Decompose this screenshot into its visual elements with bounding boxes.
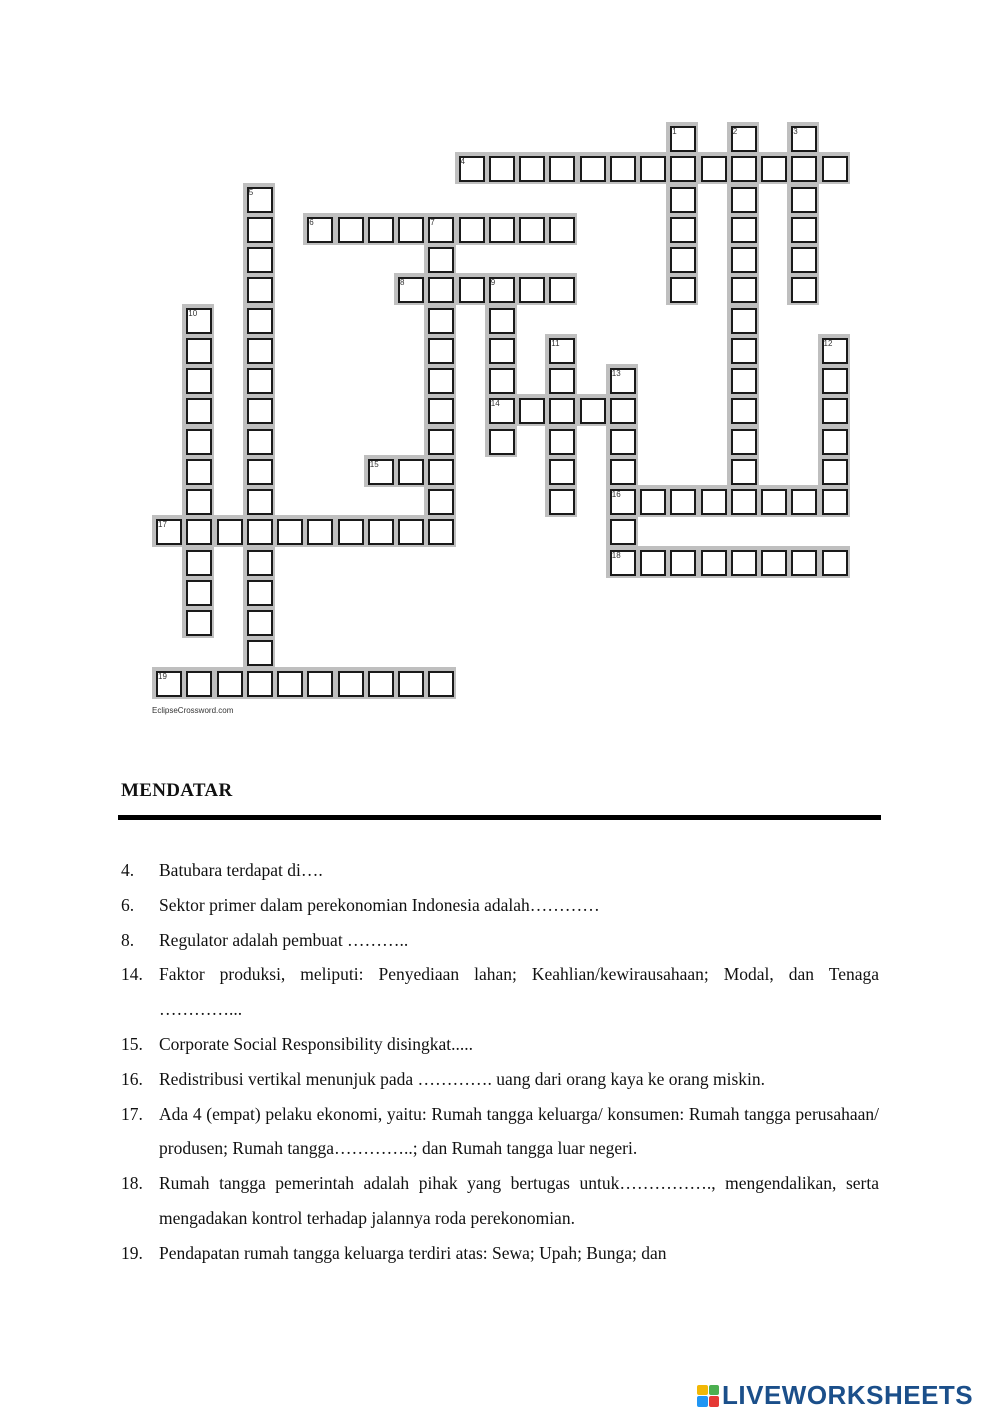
crossword-cell[interactable] [398, 519, 424, 545]
crossword-cell[interactable] [307, 671, 333, 697]
crossword-cell[interactable] [186, 550, 212, 576]
crossword-cell[interactable] [398, 217, 424, 243]
crossword-cell[interactable] [761, 489, 787, 515]
crossword-cell[interactable] [338, 519, 364, 545]
clue-number-label: 13 [611, 369, 621, 378]
crossword-cell[interactable] [186, 610, 212, 636]
crossword-cell[interactable] [186, 368, 212, 394]
crossword-cell[interactable] [549, 156, 575, 182]
clue-text: Sektor primer dalam perekonomian Indonesia adalah………… [159, 894, 600, 915]
clue-text: Redistribusi vertikal menunjuk pada …………. uang dari orang kaya ke orang miskin. [159, 1068, 766, 1089]
clue-number-label: 8 [400, 278, 405, 288]
crossword-cell[interactable] [217, 671, 243, 697]
crossword-cell[interactable] [247, 610, 273, 636]
crossword-cell[interactable] [428, 489, 454, 515]
clue-item [121, 1236, 879, 1271]
clue-item [121, 1097, 879, 1167]
crossword-cell[interactable] [247, 308, 273, 334]
clue-list [121, 853, 879, 1271]
crossword-cell[interactable] [247, 489, 273, 515]
crossword-cell[interactable] [549, 217, 575, 243]
heading-rule [118, 815, 881, 820]
crossword-cell[interactable] [610, 429, 636, 455]
clue-number-label: 10 [188, 308, 198, 318]
crossword-cell[interactable] [731, 429, 757, 455]
crossword-cell[interactable] [822, 398, 848, 424]
crossword-cell[interactable] [822, 429, 848, 455]
crossword-cell[interactable] [731, 277, 757, 303]
crossword-cell[interactable] [519, 156, 545, 182]
crossword-cell[interactable] [670, 156, 696, 182]
crossword-cell[interactable] [247, 277, 273, 303]
crossword-credit: EclipseCrossword.com [152, 706, 234, 715]
crossword-cell[interactable] [186, 519, 212, 545]
crossword-cell[interactable] [822, 368, 848, 394]
clue-number-label: 6 [309, 217, 314, 227]
clue-text: Ada 4 (empat) pelaku ekonomi, yaitu: Rumah tangga keluarga/ konsumen: Rumah tangga perusahaan/ produsen; Rumah tangga…………..; dan Rumah tangga luar negeri. [159, 1103, 879, 1159]
crossword-cell[interactable] [549, 398, 575, 424]
crossword-cell[interactable] [610, 398, 636, 424]
crossword-cell[interactable] [459, 277, 485, 303]
crossword-cell[interactable] [489, 156, 515, 182]
clue-text: Rumah tangga pemerintah adalah pihak yang bertugas untuk……………., mengendalikan, serta mengadakan kontrol terhadap jalannya roda perekonomian. [159, 1173, 879, 1228]
crossword-cell[interactable] [580, 398, 606, 424]
crossword-cell[interactable] [670, 187, 696, 213]
crossword-cell[interactable] [731, 489, 757, 515]
crossword-cell[interactable] [186, 429, 212, 455]
crossword-cell[interactable] [186, 489, 212, 515]
crossword-cell[interactable] [549, 429, 575, 455]
crossword-cell[interactable] [398, 671, 424, 697]
crossword-cell[interactable] [761, 550, 787, 576]
crossword-cell[interactable] [610, 156, 636, 182]
clue-item [121, 957, 879, 1027]
crossword-cell[interactable] [368, 217, 394, 243]
crossword-cell[interactable] [640, 550, 666, 576]
crossword-cell[interactable] [549, 277, 575, 303]
crossword-cell[interactable] [277, 519, 303, 545]
crossword-cell[interactable] [368, 671, 394, 697]
crossword-cell[interactable] [731, 247, 757, 273]
crossword-cell[interactable] [731, 156, 757, 182]
clue-item [121, 1166, 879, 1236]
crossword-cell[interactable] [247, 429, 273, 455]
crossword-cell[interactable] [670, 247, 696, 273]
crossword-cell[interactable] [670, 217, 696, 243]
crossword-cell[interactable] [247, 580, 273, 606]
crossword-cell[interactable] [549, 489, 575, 515]
clue-number: 18. [121, 1173, 143, 1194]
crossword-cell[interactable] [247, 338, 273, 364]
crossword-cell[interactable] [186, 398, 212, 424]
section-heading: MENDATAR [121, 780, 233, 801]
clue-number-label: 3 [793, 127, 798, 136]
logo-wordmark: LIVEWORKSHEETS [722, 1380, 974, 1410]
clue-number-label: 11 [551, 338, 560, 348]
crossword-cell[interactable] [519, 217, 545, 243]
clue-text: Pendapatan rumah tangga keluarga terdiri atas: Sewa; Upah; Bunga; dan [159, 1242, 667, 1263]
crossword-cell[interactable] [822, 459, 848, 485]
crossword-cell[interactable] [791, 277, 817, 303]
clue-number-label: 7 [430, 217, 435, 227]
crossword-cell[interactable] [822, 550, 848, 576]
clue-text: Corporate Social Responsibility disingkat..... [159, 1033, 474, 1054]
crossword-cell[interactable] [791, 187, 817, 213]
logo-badge-icon [697, 1385, 719, 1407]
crossword-cell[interactable] [368, 519, 394, 545]
crossword-cell[interactable] [338, 217, 364, 243]
crossword-cell[interactable] [247, 671, 273, 697]
clue-number: 8. [121, 929, 135, 950]
crossword-cell[interactable] [277, 671, 303, 697]
clue-item [121, 923, 879, 958]
clue-item [121, 1062, 879, 1097]
clue-number: 17. [121, 1103, 143, 1124]
clue-text: Faktor produksi, meliputi: Penyediaan lahan; Keahlian/kewirausahaan; Modal, dan Tenaga …………... [159, 964, 879, 1020]
crossword-cell[interactable] [791, 217, 817, 243]
crossword-cell[interactable] [489, 308, 515, 334]
liveworksheets-logo [697, 1380, 973, 1411]
crossword-cell[interactable] [549, 459, 575, 485]
crossword-cell[interactable] [338, 671, 364, 697]
crossword-cell[interactable] [428, 519, 454, 545]
crossword-cell[interactable] [822, 489, 848, 515]
clue-text: Batubara terdapat di…. [159, 860, 323, 880]
crossword-cell[interactable] [791, 550, 817, 576]
crossword-cell[interactable] [731, 187, 757, 213]
crossword-cell[interactable] [186, 580, 212, 606]
crossword-cell[interactable] [791, 156, 817, 182]
crossword-cell[interactable] [640, 156, 666, 182]
clue-item [121, 853, 879, 888]
crossword-cell[interactable] [428, 247, 454, 273]
crossword-cell[interactable] [186, 459, 212, 485]
clue-number: 4. [121, 860, 135, 880]
crossword-cell[interactable] [247, 398, 273, 424]
crossword-cell[interactable] [247, 519, 273, 545]
crossword-cell[interactable] [731, 338, 757, 364]
crossword-cell[interactable] [459, 217, 485, 243]
crossword-cell[interactable] [761, 156, 787, 182]
crossword-cell[interactable] [428, 429, 454, 455]
crossword-cell[interactable] [791, 489, 817, 515]
crossword-cell[interactable] [519, 277, 545, 303]
crossword-cell[interactable] [731, 398, 757, 424]
crossword-cell[interactable] [247, 459, 273, 485]
crossword-cell[interactable] [701, 156, 727, 182]
crossword-cell[interactable] [610, 459, 636, 485]
crossword-cell[interactable] [822, 156, 848, 182]
clue-number-label: 15 [369, 459, 379, 469]
crossword-cell[interactable] [398, 459, 424, 485]
clue-item [121, 888, 879, 923]
crossword-cell[interactable] [701, 550, 727, 576]
clue-number: 16. [121, 1068, 143, 1089]
crossword-cell[interactable] [731, 459, 757, 485]
clue-number-label: 5 [248, 187, 254, 197]
crossword-cell[interactable] [489, 429, 515, 455]
crossword-cell[interactable] [217, 519, 243, 545]
crossword-cell[interactable] [670, 550, 696, 576]
clue-number: 14. [121, 964, 143, 985]
crossword-cell[interactable] [580, 156, 606, 182]
clue-number-label: 2 [732, 127, 738, 136]
clue-number-label: 18 [611, 550, 621, 560]
crossword-cell[interactable] [489, 217, 515, 243]
clue-number-label: 19 [158, 671, 167, 681]
clue-number-label: 1 [672, 127, 677, 136]
clue-number-label: 14 [490, 399, 500, 409]
crossword-cell[interactable] [428, 277, 454, 303]
clue-number: 15. [121, 1033, 143, 1054]
clue-item [121, 1027, 879, 1062]
clue-number-label: 16 [611, 490, 621, 499]
crossword-cell[interactable] [247, 550, 273, 576]
crossword-cell[interactable] [247, 368, 273, 394]
crossword-cell[interactable] [519, 398, 545, 424]
clue-text: Regulator adalah pembuat ……….. [159, 929, 409, 950]
crossword-cell[interactable] [186, 671, 212, 697]
crossword-cell[interactable] [428, 459, 454, 485]
crossword-cell[interactable] [640, 489, 666, 515]
crossword-cell[interactable] [428, 398, 454, 424]
crossword-cell[interactable] [731, 308, 757, 334]
clue-number-label: 9 [490, 278, 496, 288]
clue-number: 19. [121, 1242, 143, 1263]
crossword-cell[interactable] [247, 640, 273, 666]
crossword-cell[interactable] [489, 338, 515, 364]
clue-number: 6. [121, 894, 135, 915]
crossword-cell[interactable] [307, 519, 333, 545]
crossword-cell[interactable] [670, 277, 696, 303]
crossword-cell[interactable] [731, 368, 757, 394]
crossword-cell[interactable] [489, 368, 515, 394]
crossword-cell[interactable] [701, 489, 727, 515]
crossword-cell[interactable] [670, 489, 696, 515]
clue-number-label: 4 [460, 157, 465, 167]
clue-number-label: 12 [823, 338, 833, 348]
crossword-cell[interactable] [791, 247, 817, 273]
crossword-cell[interactable] [428, 368, 454, 394]
crossword-cell[interactable] [731, 550, 757, 576]
crossword-cell[interactable] [247, 217, 273, 243]
clue-number-label: 17 [158, 520, 167, 530]
crossword-cell[interactable] [428, 308, 454, 334]
crossword-cell[interactable] [731, 217, 757, 243]
crossword-cell[interactable] [549, 368, 575, 394]
crossword-cell[interactable] [186, 338, 212, 364]
crossword-cell[interactable] [247, 247, 273, 273]
crossword-cell[interactable] [428, 338, 454, 364]
crossword-cell[interactable] [428, 671, 454, 697]
crossword-cell[interactable] [610, 519, 636, 545]
